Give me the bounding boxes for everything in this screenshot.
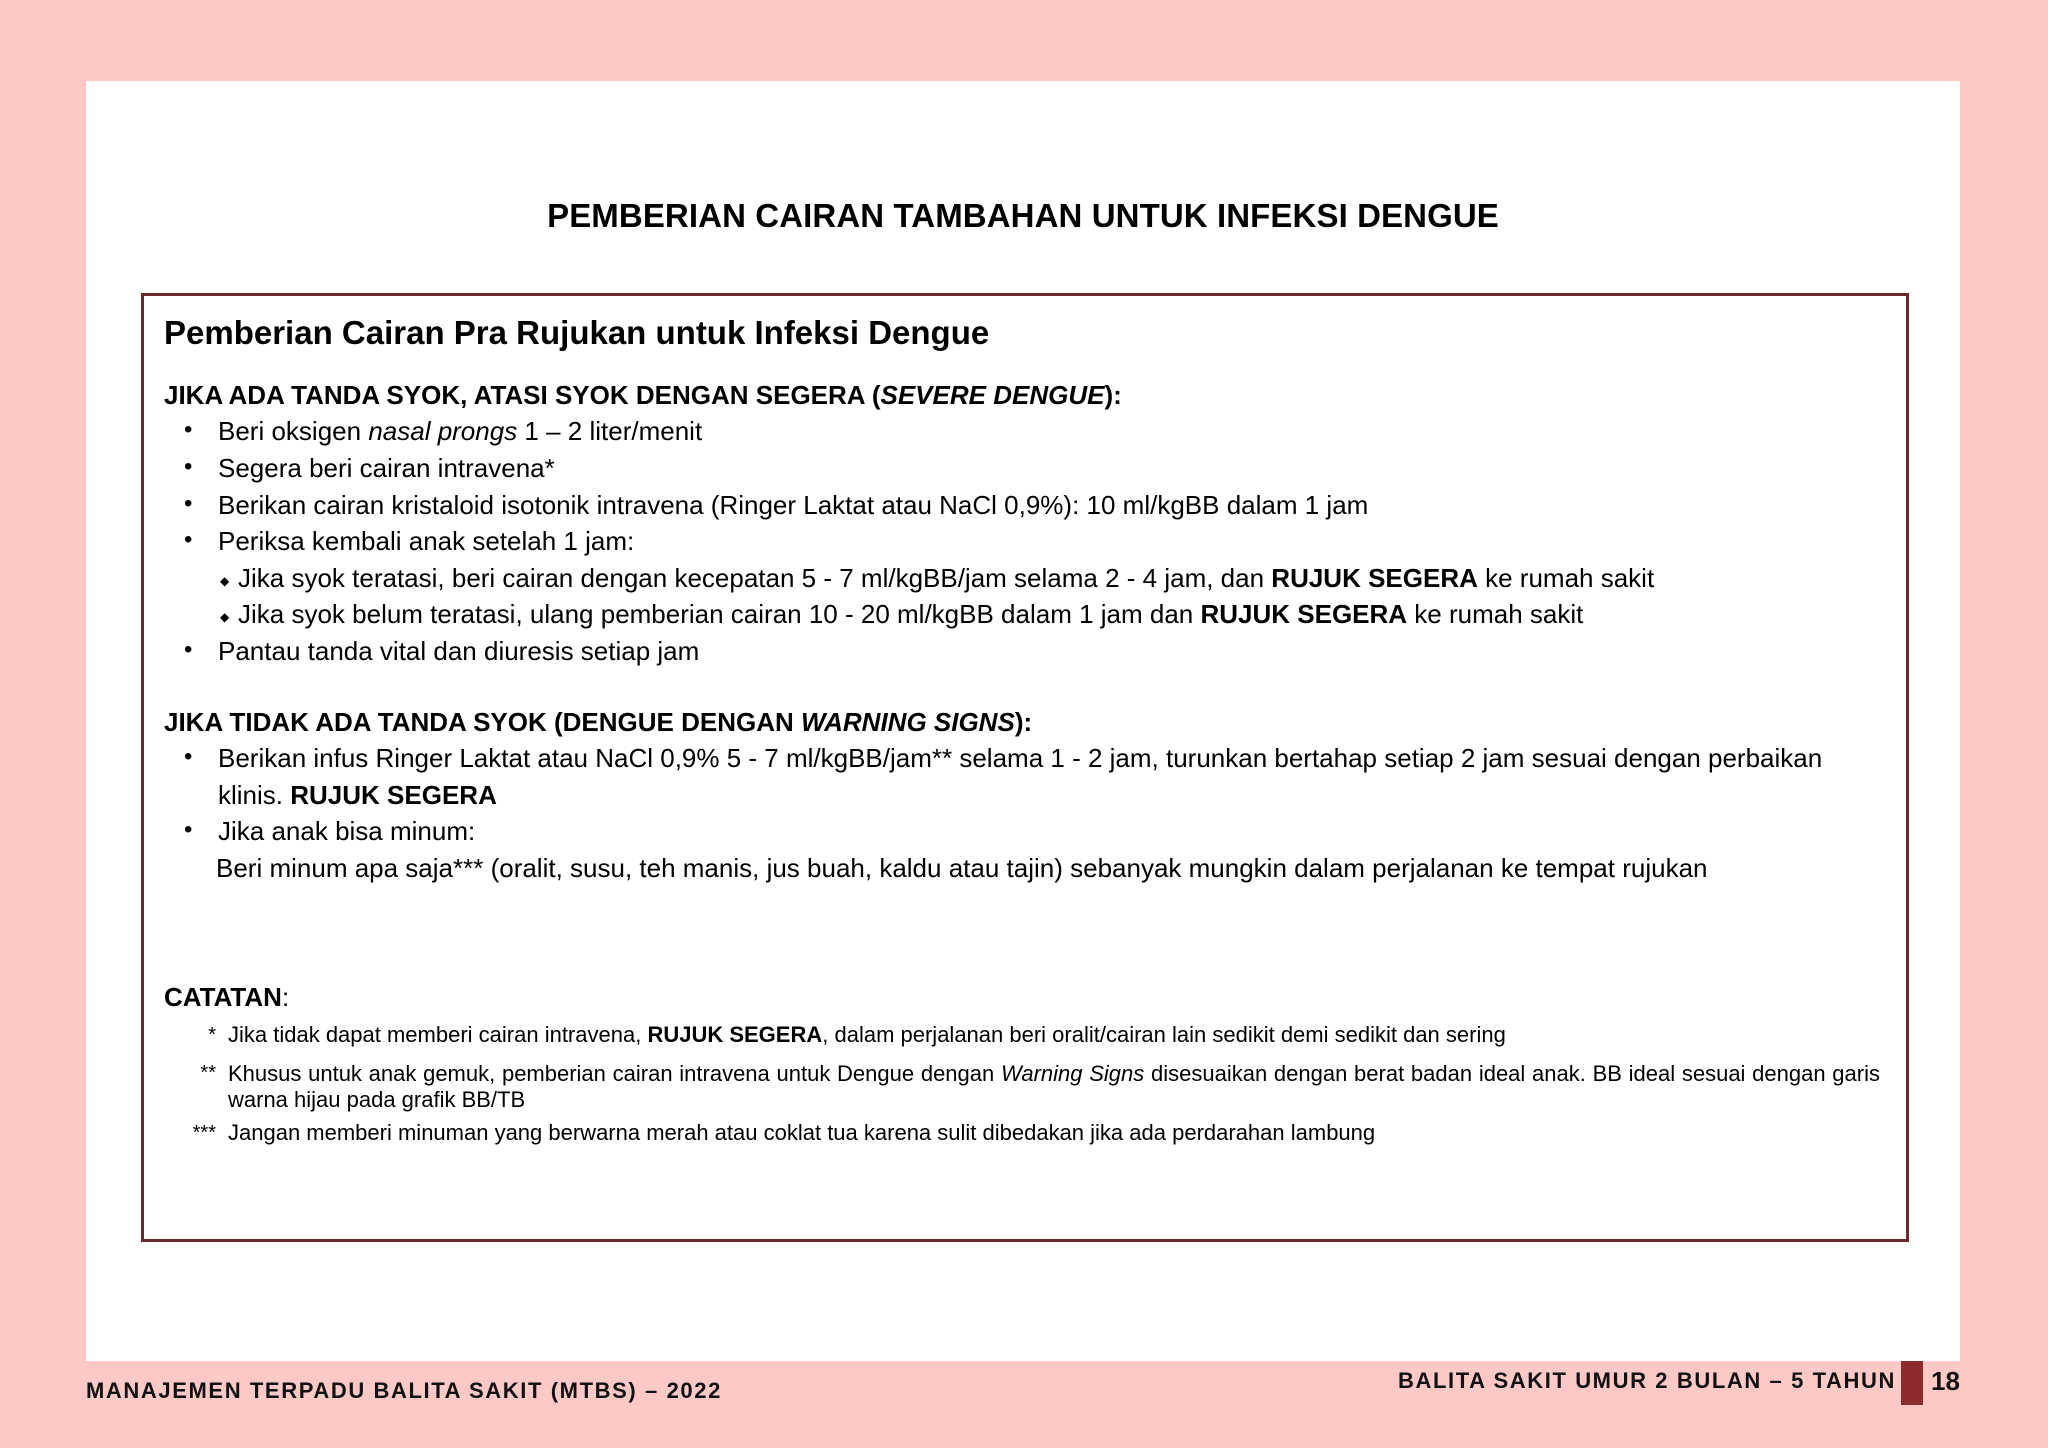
- bullet-icon: •: [184, 416, 193, 443]
- diamond-bullet-icon: ◆: [220, 574, 230, 588]
- note-item: Khusus untuk anak gemuk, pemberian cairan intravena untuk Dengue dengan Warning Signs disesuaikan dengan berat badan ideal anak. BB ideal sesuai dengan garis warna hijau pada grafik BB/TB: [228, 1061, 1880, 1112]
- section-warning-signs-heading: JIKA TIDAK ADA TANDA SYOK (DENGUE DENGAN WARNING SIGNS):: [164, 707, 1033, 737]
- bullet-icon: •: [184, 743, 193, 770]
- list-item: Berikan infus Ringer Laktat atau NaCl 0,9% 5 - 7 ml/kgBB/jam** selama 1 - 2 jam, turunkan bertahap setiap 2 jam sesuai dengan perbaikan: [218, 743, 1823, 773]
- bullet-icon: •: [184, 636, 193, 663]
- note-marker: *: [208, 1024, 216, 1046]
- footer-document-title: MANAJEMEN TERPADU BALITA SAKIT (MTBS) – 2022: [86, 1378, 722, 1403]
- footer-section-title: BALITA SAKIT UMUR 2 BULAN – 5 TAHUN: [1397, 1368, 1896, 1393]
- section-shock-heading: JIKA ADA TANDA SYOK, ATASI SYOK DENGAN SEGERA (SEVERE DENGUE):: [164, 380, 1122, 410]
- note-item: Jika tidak dapat memberi cairan intravena, RUJUK SEGERA, dalam perjalanan beri oralit/cairan lain sedikit demi sedikit dan sering: [228, 1022, 1506, 1047]
- list-item: Jika anak bisa minum:: [218, 816, 476, 846]
- bullet-icon: •: [184, 526, 193, 553]
- page-number: 18: [1931, 1366, 1960, 1396]
- note-marker: ***: [192, 1122, 216, 1144]
- list-item: Beri oksigen nasal prongs 1 – 2 liter/menit: [218, 416, 703, 446]
- page-marker-bar: [1901, 1361, 1923, 1405]
- diamond-bullet-icon: ◆: [220, 610, 230, 624]
- list-item: Segera beri cairan intravena*: [218, 453, 555, 483]
- notes-heading: CATATAN:: [164, 982, 290, 1012]
- note-item: Jangan memberi minuman yang berwarna merah atau coklat tua karena sulit dibedakan jika ada perdarahan lambung: [228, 1120, 1376, 1145]
- note-marker: **: [200, 1062, 216, 1084]
- sub-list-item: Jika syok belum teratasi, ulang pemberian cairan 10 - 20 ml/kgBB dalam 1 jam dan RUJUK SEGERA ke rumah sakit: [238, 599, 1584, 629]
- list-item: Periksa kembali anak setelah 1 jam:: [218, 526, 635, 556]
- list-item: Berikan cairan kristaloid isotonik intravena (Ringer Laktat atau NaCl 0,9%): 10 ml/kgBB dalam 1 jam: [218, 490, 1369, 520]
- sub-list-item: Jika syok teratasi, beri cairan dengan kecepatan 5 - 7 ml/kgBB/jam selama 2 - 4 jam, dan RUJUK SEGERA ke rumah sakit: [238, 563, 1655, 593]
- bullet-icon: •: [184, 816, 193, 843]
- document-page: [86, 81, 1960, 1361]
- box-title: Pemberian Cairan Pra Rujukan untuk Infeksi Dengue: [164, 314, 990, 351]
- bullet-icon: •: [184, 490, 193, 517]
- list-item-continuation: klinis. RUJUK SEGERA: [218, 780, 497, 810]
- list-item-detail: Beri minum apa saja*** (oralit, susu, teh manis, jus buah, kaldu atau tajin) sebanyak mungkin dalam perjalanan ke tempat rujukan: [216, 853, 1708, 883]
- bullet-icon: •: [184, 453, 193, 480]
- list-item: Pantau tanda vital dan diuresis setiap jam: [218, 636, 700, 666]
- content-box: [141, 293, 1909, 1242]
- page-title: PEMBERIAN CAIRAN TAMBAHAN UNTUK INFEKSI DENGUE: [547, 197, 1499, 234]
